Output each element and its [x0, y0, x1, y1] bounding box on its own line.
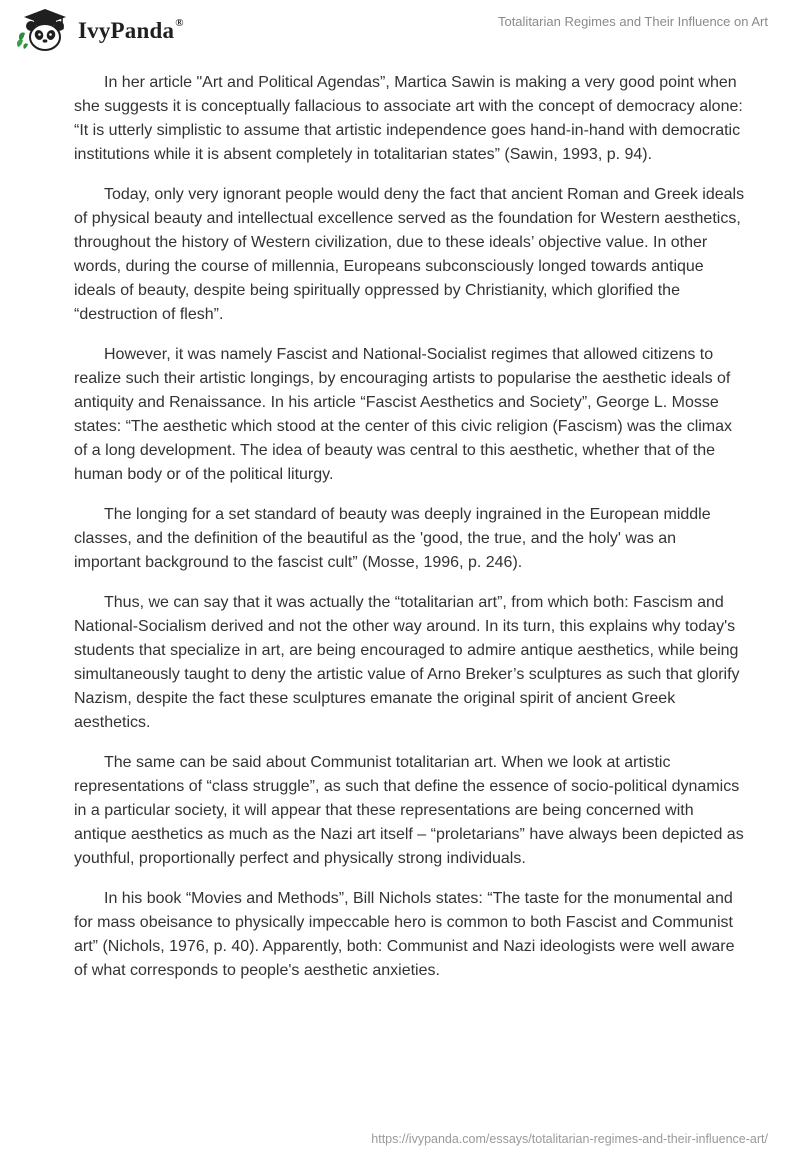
paragraph-6: The same can be said about Communist totalitarian art. When we look at artistic representations of “class struggle”, as such that define the essence of socio-political dynamics in a particular society, it will appear that these representations are being concerned with antique aesthetics as much as the Nazi art itself – “proletarians” have always been depicted as youthful, proportionally perfect and physically strong individuals.: [74, 754, 744, 867]
ivypanda-logo[interactable]: [14, 7, 184, 53]
paragraph-7: In his book “Movies and Methods”, Bill Nichols states: “The taste for the monumental and for mass obeisance to physically impeccable hero is common to both Fascist and Communist art” (Nichols, 1976, p. 40). Apparently, both: Communist and Nazi ideologists were well aware of what corresponds to people's aesthetic anxieties.: [74, 890, 735, 979]
paragraph-4: The longing for a set standard of beauty was deeply ingrained in the European middle classes, and the definition of the beautiful as the 'good, the true, and the holy' was an important background to the fascist cult” (Mosse, 1996, p. 246).: [74, 506, 711, 571]
paragraph-1: In her article "Art and Political Agendas”, Martica Sawin is making a very good point when she suggests it is conceptually fallacious to associate art with the concept of democracy alone: “It is utterly simplistic to assume that artistic independence goes hand-in-hand with democratic institutions while it is absent completely in totalitarian states” (Sawin, 1993, p. 94).: [74, 74, 743, 163]
essay-body: [74, 71, 746, 999]
document-title: Totalitarian Regimes and Their Influence on Art: [497, 14, 768, 29]
source-url[interactable]: https://ivypanda.com/essays/totalitarian-regimes-and-their-influence-art/: [371, 1132, 768, 1146]
paragraph-2: Today, only very ignorant people would deny the fact that ancient Roman and Greek ideals of physical beauty and intellectual excellence served as the foundation for Western aesthetics, throughout the history of Western civilization, due to these ideals’ objective value. In other words, during the course of millennia, Europeans subconsciously longed towards antique ideals of beauty, despite being spiritually oppressed by Christianity, which glorified the “destruction of flesh”.: [74, 186, 745, 323]
panda-mascot-icon: [14, 7, 76, 53]
paragraph-3: However, it was namely Fascist and National-Socialist regimes that allowed citizens to realize such their artistic longings, by encouraging artists to popularise the aesthetic ideals of antiquity and Renaissance. In his article “Fascist Aesthetics and Society”, George L. Mosse states: “The aesthetic which stood at the center of this civic religion (Fascism) was the climax of a long development. The idea of beauty was central to this aesthetic, whether that of the human body or of the political liturgy.: [74, 346, 733, 483]
page-header: [0, 0, 800, 60]
brand-name: IvyPanda®: [78, 17, 184, 43]
registered-mark: ®: [175, 17, 184, 30]
paragraph-5: Thus, we can say that it was actually the “totalitarian art”, from which both: Fascism and National-Socialism derived and not the other way around. In its turn, this explains why today's students that specialize in art, are being encouraged to admire antique aesthetics, while being simultaneously taught to deny the artistic value of Arno Breker’s sculptures as such that glorify Nazism, despite the fact these sculptures emanate the original spirit of ancient Greek aesthetics.: [74, 594, 740, 731]
